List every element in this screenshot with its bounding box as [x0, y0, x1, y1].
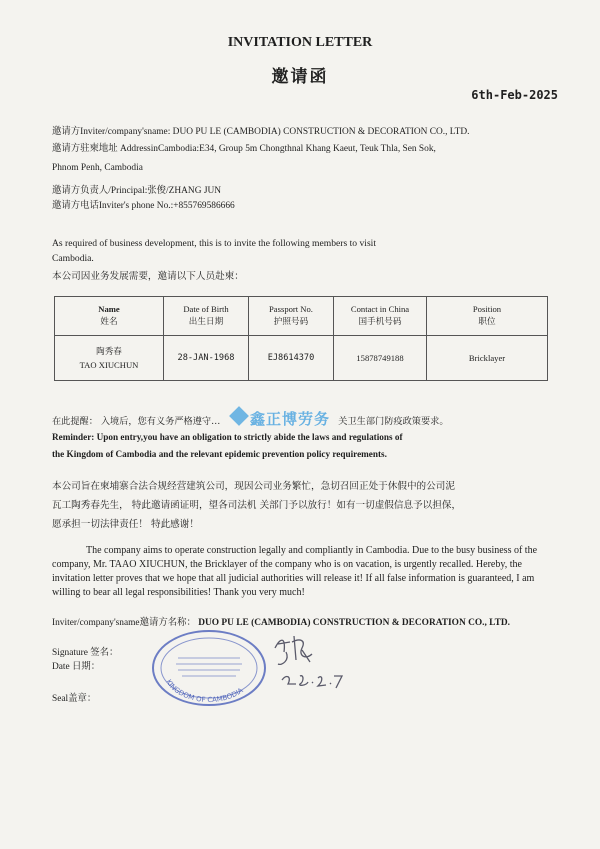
- footer-company-line: [52, 614, 510, 628]
- header-contact-cn: 国手机号码: [358, 317, 402, 327]
- body-cn-line-1: 本公司旨在柬埔寨合法合规经营建筑公司，现因公司业务繁忙，急切召回正处于休假中的公司泥: [52, 481, 455, 492]
- inviter-principal-line: 邀请方负责人/Principal:张俊/ZHANG JUN: [52, 186, 222, 196]
- page-title: INVITATION LETTER: [227, 35, 373, 50]
- intro-line-2: Cambodia.: [52, 253, 94, 264]
- body-en-paragraph: The company aims to operate construction legally and compliantly in Cambodia. Due to the busy business of the company, Mr. TAAO XIUCHUN, the Bricklayer of the company who is on vacation, is urgently recalled. Hereby, the invitation letter proves that we hope that all judicial authorities will release it! If all false information is guaranteed, I am willing to bear all legal responsibilities! Thank you very much!: [52, 545, 538, 598]
- member-name-en: TAO XIUCHUN: [79, 360, 139, 370]
- inviter-address-line-1: 邀请方驻柬地址 AddressinCambodia:E34, Group 5m Chongthnal Khang Kaeut, Teuk Thla, Sen Sok,: [52, 144, 436, 154]
- header-position-en: Position: [472, 304, 502, 314]
- table-row: [55, 336, 548, 381]
- signature-label: Signature 签名：: [52, 648, 119, 658]
- header-dob-en: Date of Birth: [183, 304, 229, 314]
- body-cn-line-3: 愿承担一切法律责任！ 特此感谢！: [52, 519, 199, 530]
- header-position: [427, 297, 548, 336]
- table-header-row: [55, 297, 548, 336]
- header-dob-cn: 出生日期: [188, 317, 224, 327]
- date-label: Date 日期：: [52, 662, 101, 672]
- cell-name: [55, 336, 164, 381]
- cell-passport: EJ8614370: [249, 336, 334, 381]
- header-position-cn: 职位: [478, 317, 496, 327]
- inviter-phone-line: 邀请方电话Inviter's phone No.:+855769586666: [52, 201, 235, 211]
- header-name-cn: 姓名: [100, 317, 118, 327]
- cell-contact: 15878749188: [334, 336, 427, 381]
- inviter-address-line-2: Phnom Penh, Cambodia: [52, 163, 143, 173]
- seal-text: KINGDOM OF CAMBODIA: [164, 678, 245, 705]
- header-passport: [249, 297, 334, 336]
- handwritten-signature: [270, 630, 350, 690]
- header-passport-en: Passport No.: [269, 304, 313, 314]
- header-contact: [334, 297, 427, 336]
- header-name: [55, 297, 164, 336]
- intro-line-1: As required of business development, this is to invite the following members to visit: [52, 238, 377, 249]
- cell-position: Bricklayer: [427, 336, 548, 381]
- header-dob: [164, 297, 249, 336]
- footer-company-name: DUO PU LE (CAMBODIA) CONSTRUCTION & DECORATION CO., LTD.: [198, 618, 510, 628]
- intro-line-3: 本公司因业务发展需要，邀请以下人员赴柬：: [52, 271, 244, 282]
- cell-dob: 28-JAN-1968: [164, 336, 249, 381]
- watermark-text: 鑫正博劳务: [250, 410, 331, 428]
- header-name-en: Name: [98, 304, 120, 314]
- reminder-en-line-2: the Kingdom of Cambodia and the relevant epidemic prevention policy requirements.: [52, 449, 387, 459]
- reminder-cn-tail: 关卫生部门防疫政策要求。: [338, 416, 449, 427]
- header-passport-cn: 护照号码: [273, 317, 309, 327]
- member-name-cn: 陶秀春: [96, 347, 122, 357]
- members-table: [54, 296, 548, 381]
- header-contact-en: Contact in China: [350, 304, 410, 314]
- inviter-name-line: 邀请方Inviter/company'sname: DUO PU LE (CAMBODIA) CONSTRUCTION & DECORATION CO., LTD.: [52, 127, 470, 137]
- footer-company-label: Inviter/company'sname邀请方名称：: [52, 618, 196, 628]
- letter-date: 6th-Feb-2025: [471, 88, 558, 102]
- seal-label: Seal盖章：: [52, 694, 97, 704]
- company-seal-stamp: [150, 628, 268, 708]
- page-subtitle: 邀请函: [271, 67, 329, 87]
- reminder-en-line-1: Reminder: Upon entry,you have an obligation to strictly abide the laws and regulations of: [52, 432, 403, 442]
- reminder-cn-head: 在此提醒： 入境后，您有义务严格遵守…: [52, 416, 221, 427]
- body-cn-line-2: 瓦工陶秀春先生， 特此邀请函证明，望各司法机 关部门予以放行！如有一切虚假信息予以担保，: [52, 500, 462, 511]
